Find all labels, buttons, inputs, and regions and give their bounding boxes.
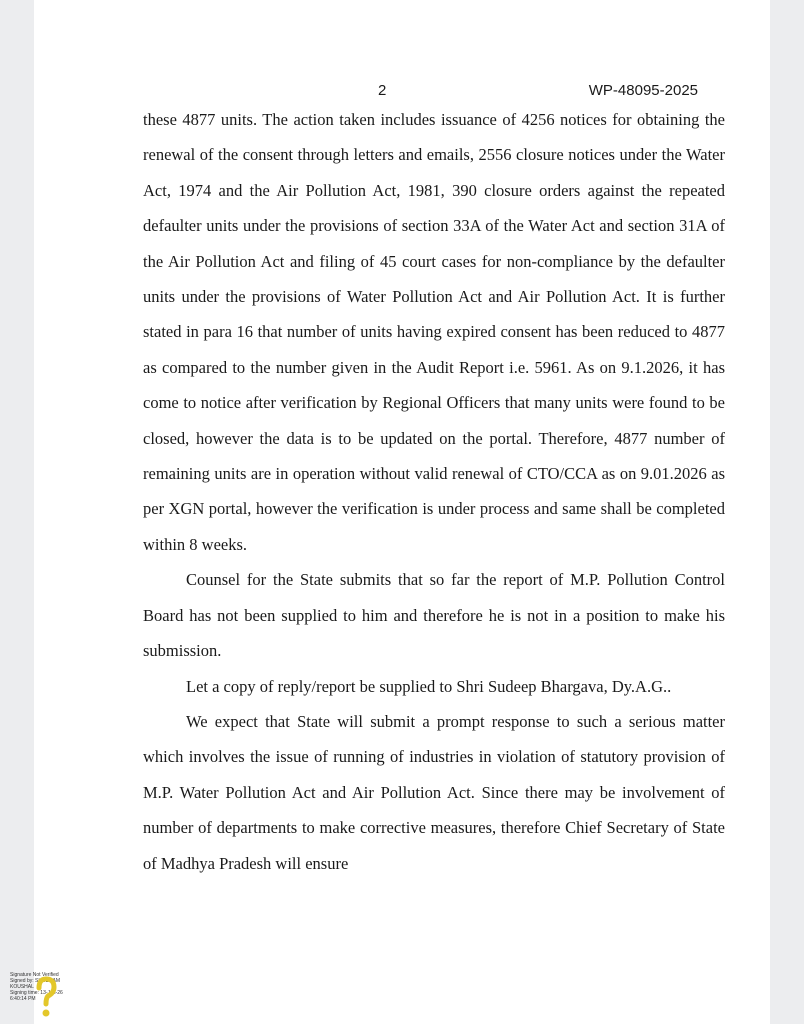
signature-signer: Signed by: SHUBHAM — [10, 978, 61, 984]
page-header — [34, 82, 770, 102]
case-number: WP-48095-2025 — [588, 82, 698, 99]
digital-signature-stamp — [10, 972, 85, 1024]
signature-time: Signing time: 13-Jan-26 — [10, 990, 63, 996]
paragraph-counsel-submission: Counsel for the State submits that so far the report of M.P. Pollution Control Board has not been supplied to him and therefore he is not in a position to make his submission. — [143, 570, 725, 661]
signature-question-mark-icon — [34, 976, 58, 1020]
signature-time-clock: 6:40:14 PM — [10, 996, 36, 1002]
paragraph-state-response: We expect that State will submit a prompt response to such a serious matter which involves the issue of running of industries in violation of statutory provision of M.P. Water Pollution Act and Air Pollution Act. Since there may be involvement of number of departments to make corrective measures, therefore Chief Secretary of State of Madhya Pradesh will ensure — [143, 711, 725, 873]
signature-signer-name: KOUSHAL — [10, 984, 34, 990]
order-body — [143, 102, 725, 881]
paragraph-copy-direction: Let a copy of reply/report be supplied to Shri Sudeep Bhargava, Dy.A.G.. — [186, 676, 672, 696]
document-page — [34, 0, 770, 1024]
paragraph-action-taken: these 4877 units. The action taken includes issuance of 4256 notices for obtaining the renewal of the consent through letters and emails, 2556 closure notices under the Water Act, 1974 and the Air Pollution Act, 1981, 390 closure orders against the repeated defaulter units under the provisions of section 33A of the Water Act and section 31A of the Air Pollution Act and filing of 45 court cases for non-compliance by the defaulter units under the provisions of Water Pollution Act and Air Pollution Act. It is further stated in para 16 that number of units having expired consent has been reduced to 4877 as compared to the number given in the Audit Report i.e. 5961. As on 9.1.2026, it has come to notice after verification by Regional Officers that many units were found to be closed, however the data is to be updated on the portal. Therefore, 4877 number of remaining units are in operation without valid renewal of CTO/CCA as on 9.01.2026 as per XGN portal, however the verification is under process and same shall be completed within 8 weeks. — [143, 110, 725, 554]
page-number: 2 — [378, 82, 387, 99]
signature-status: Signature Not Verified — [10, 972, 59, 978]
